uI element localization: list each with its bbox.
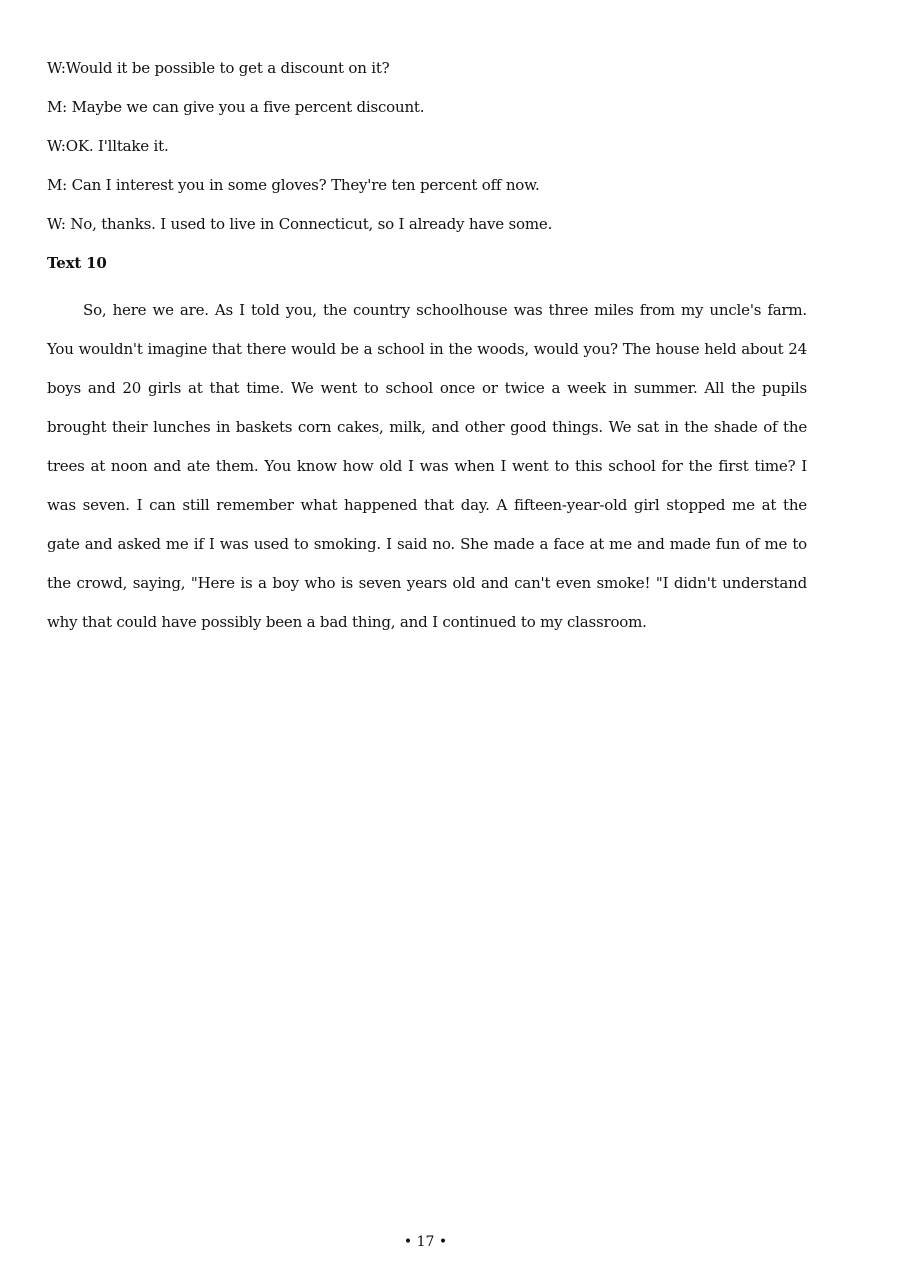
dialogue-line-5: W: No, thanks. I used to live in Connecticut, so I already have some. xyxy=(47,215,553,233)
dialogue-line-4: M: Can I interest you in some gloves? They're ten percent off now. xyxy=(47,176,540,194)
dialogue-line-2: M: Maybe we can give you a five percent discount. xyxy=(47,98,425,116)
section-heading: Text 10 xyxy=(47,254,107,272)
passage-paragraph: So, here we are. As I told you, the country schoolhouse was three miles from my uncle's farm. You wouldn't imagine that there would be a school in the woods, would you? The house held about 24 boys and 20 girls at that time. We went to school once or twice a week in summer. All the pupils brought their lunches in baskets corn cakes, milk, and other good things. We sat in the shade of the trees at noon and ate them. You know how old I was when I went to this school for the first time? I was seven. I can still remember what happened that day. A fifteen-year-old girl stopped me at the gate and asked me if I was used to smoking. I said no. She made a face at me and made fun of me to the crowd, saying, "Here is a boy who is seven years old and can't even smoke! "I didn't understand why that could have possibly been a bad thing, and I continued to my classroom. xyxy=(47,301,807,631)
dialogue-line-3: W:OK. I'lltake it. xyxy=(47,137,169,155)
page-number: • 17 • xyxy=(403,1234,448,1250)
dialogue-line-1: W:Would it be possible to get a discount on it? xyxy=(47,59,390,77)
